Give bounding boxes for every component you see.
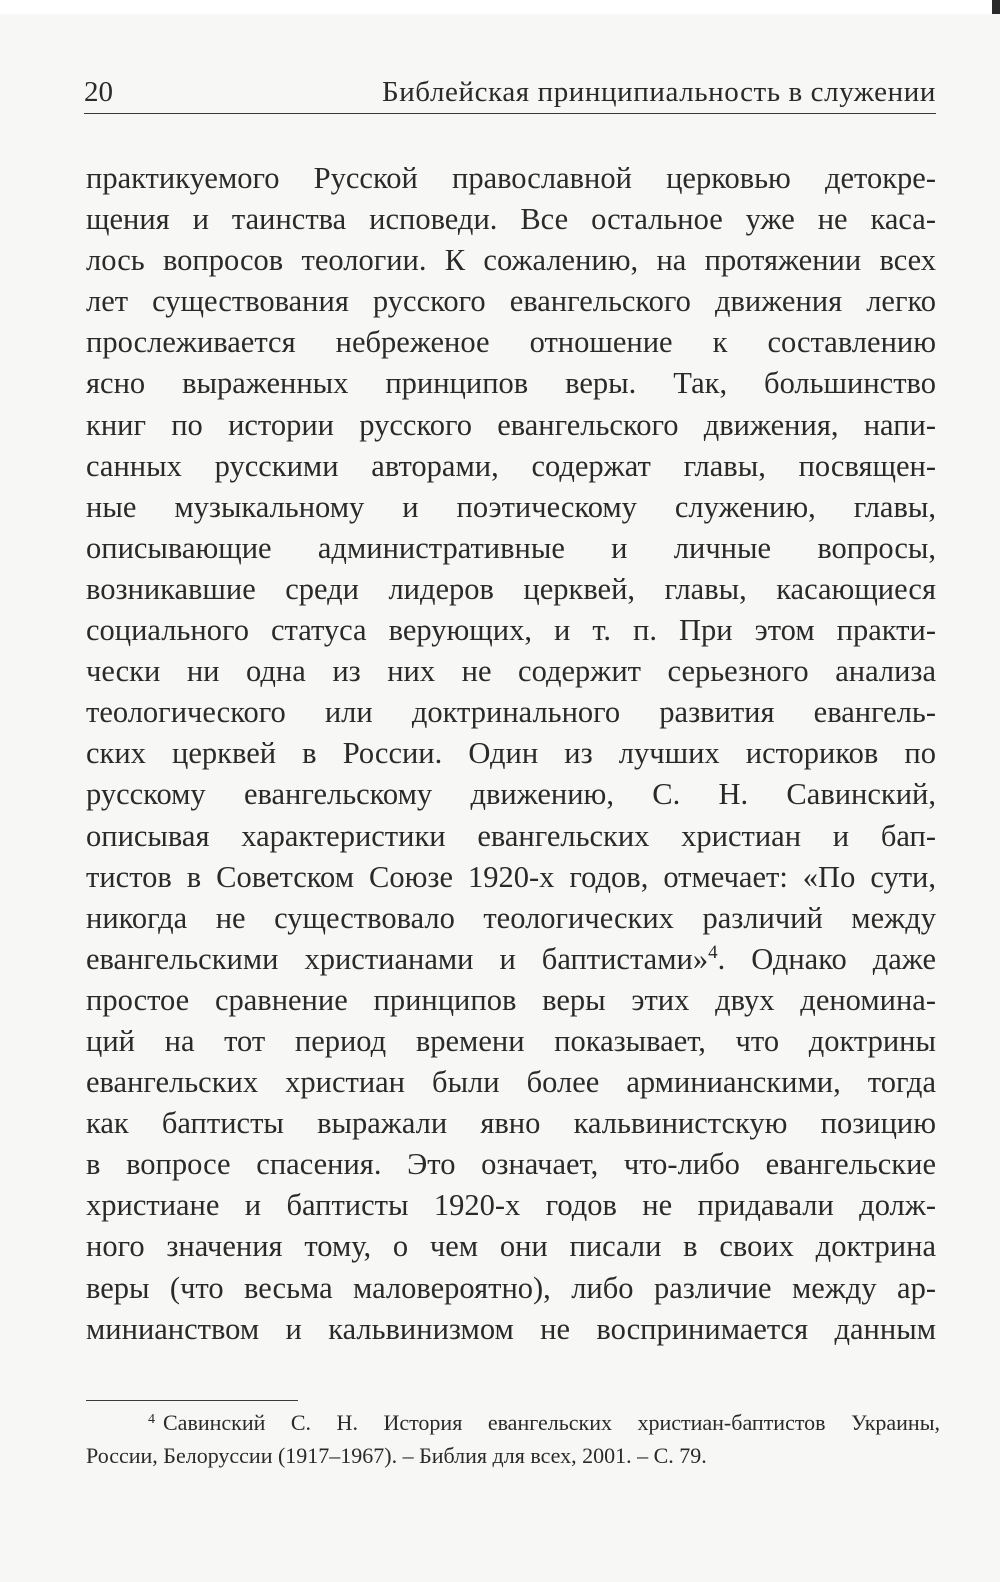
text-line: санных русскими авторами, содержат главы, посвящен-: [86, 448, 936, 483]
text-line: веры (что весьма маловероятно), либо различие между ар-: [86, 1270, 936, 1305]
text-line: ясно выраженных принципов веры. Так, большинство: [86, 366, 936, 401]
text-line: описывая характеристики евангельских христиан и бап-: [86, 818, 936, 853]
running-title: Библейская принципиальность в служении: [381, 76, 936, 108]
text-line: как баптисты выражали явно кальвинистскую позицию: [86, 1106, 936, 1141]
body-text: [86, 158, 936, 1350]
text-line: никогда не существовало теологических различий между: [86, 900, 936, 935]
footnote-divider: [86, 1400, 298, 1401]
text-line-with-footnote-ref: [86, 939, 936, 980]
text-line: практикуемого Русской православной церковью детокре-: [86, 161, 936, 195]
text-line: возникавшие среди лидеров церквей, главы, касающиеся: [86, 571, 936, 606]
text-line: книг по истории русского евангельского движения, напи-: [86, 407, 936, 442]
text-line: ских церквей в России. Один из лучших историков по: [86, 736, 936, 771]
text-line: ные музыкальному и поэтическому служению, главы,: [86, 489, 936, 524]
text-line: чески ни одна из них не содержит серьезного анализа: [86, 654, 936, 689]
text-segment: евангельскими христианами и баптистами»: [86, 941, 709, 976]
text-line: христиане и баптисты 1920-х годов не придавали долж-: [86, 1188, 936, 1223]
text-line: теологического или доктринального развития евангель-: [86, 695, 936, 730]
text-line: прослеживается небреженое отношение к составлению: [86, 325, 936, 360]
text-line: лет существования русского евангельского движения легко: [86, 284, 936, 319]
text-line: в вопросе спасения. Это означает, что-либо евангельские: [86, 1147, 936, 1182]
footnote-mark: 4: [148, 1412, 155, 1427]
text-segment: . Однако даже: [717, 941, 936, 976]
text-line: щения и таинства исповеди. Все остальное уже не каса-: [86, 202, 936, 237]
page-number: 20: [84, 76, 113, 108]
text-line: лось вопросов теологии. К сожалению, на протяжении всех: [86, 243, 936, 278]
footnote: [86, 1406, 940, 1472]
text-line: ного значения тому, о чем они писали в своих доктрина: [86, 1229, 936, 1264]
page-top-edge: [0, 0, 1000, 14]
text-line: ций на тот период времени показывает, что доктрины: [86, 1023, 936, 1058]
text-line: простое сравнение принципов веры этих двух деномина-: [86, 982, 936, 1017]
page-header: [84, 74, 936, 114]
text-line: социального статуса верующих, и т. п. При этом практи-: [86, 613, 936, 648]
text-line: описывающие административные и личные вопросы,: [86, 530, 936, 565]
footnote-text: Савинский С. Н. История евангельских христиан-баптистов Украины,: [163, 1410, 940, 1435]
text-line: русскому евангельскому движению, С. Н. Савинский,: [86, 777, 936, 812]
footnote-reference[interactable]: 4: [708, 941, 718, 963]
footnote-line: [86, 1406, 940, 1439]
footnote-line: России, Белоруссии (1917–1967). – Библия для всех, 2001. – С. 79.: [86, 1443, 707, 1468]
text-line: минианством и кальвинизмом не воспринимается данным: [86, 1311, 936, 1346]
text-line: тистов в Советском Союзе 1920-х годов, отмечает: «По сути,: [86, 859, 936, 894]
text-line: евангельских христиан были более арминианскими, тогда: [86, 1065, 936, 1100]
